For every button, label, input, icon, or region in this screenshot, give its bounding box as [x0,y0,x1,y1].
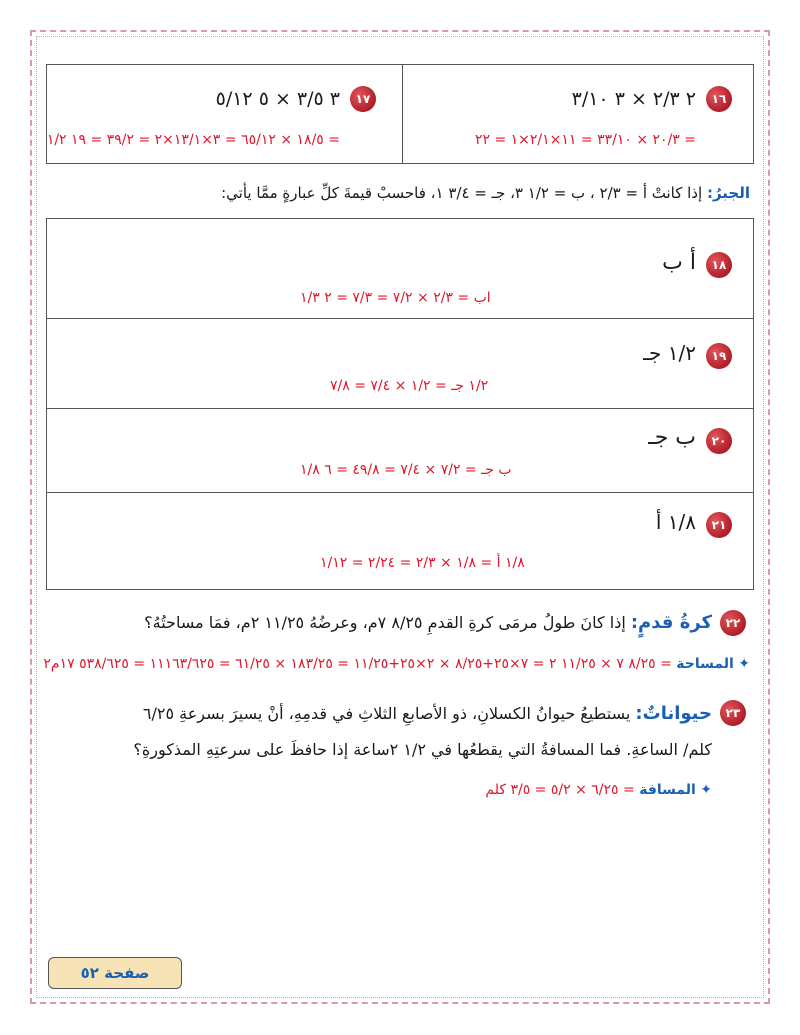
page-number-label: صفحة ٥٢ [80,964,150,982]
question-number-badge: ١٨ [706,252,732,278]
diamond-bullet-icon: ✦ [700,782,712,798]
question-expression: ب جـ [648,425,696,450]
exercise-table-top [46,64,754,164]
question-number-badge: ١٧ [350,86,376,112]
question-number-badge: ١٦ [706,86,732,112]
section-text: إذا كانتْ أ = ٢/٣ ، ب = ١/٢ ٣، جـ = ٣/٤ ١، فاحسبْ قيمةَ كلِّ عبارةٍ ممَّا يأتي: [221,184,703,202]
section-label: الجبرُ: [706,184,750,202]
row-separator [46,318,754,319]
question-text-line2: كلم/ الساعةِ. فما المسافةُ التي يقطعُها في ١/٢ ٢ساعة إذا حافظَ على سرعتِهِ المذكورةِ؟ [133,740,712,759]
question-expression: ١/٨ أ [655,510,696,534]
row-separator [46,408,754,409]
algebra-table [46,218,754,590]
row-separator [46,492,754,493]
question-number-badge: ١٩ [706,343,732,369]
question-expression: ١/٢ جـ [643,341,696,365]
answer-line: = ٢٠/٣ × ٣٣/١٠ = ١١×٢/١×١ = ٢٢ [474,132,696,148]
answer-line: ب جـ = ٧/٢ × ٧/٤ = ٤٩/٨ = ٦ ١/٨ [300,462,512,478]
algebra-intro [221,184,750,202]
section-label: كرةُ قدمٍ: [630,612,712,633]
question-expression: أ ب [662,250,696,275]
answer-value: = ٨/٢٥ ٧ × ١١/٢٥ ٢ = ٧×٢٥+٨/٢٥ × ٢×٢٥+١١/٢٥ = ١٨٣/٢٥ × ٦١/٢٥ = ١١١٦٣/٦٢٥ = ٥٣٨/٦٢٥ ١٧م٢ [43,656,672,672]
question-number-badge: ٢٠ [706,428,732,454]
question-number-badge: ٢٢ [720,610,746,636]
answer-value: = ٦/٢٥ × ٥/٢ = ٣/٥ كلم [485,782,635,798]
question-text [143,703,712,724]
question-body: إذا كانَ طولُ مرمَى كرةِ القدمِ ٨/٢٥ ٧م، وعرضُهُ ١١/٢٥ ٢م، فمَا مساحتُهُ؟ [144,613,626,632]
answer-label: المساحة [676,656,734,672]
answer-line: = ١٨/٥ × ٦٥/١٢ = ٣×١٣/١×٢ = ٣٩/٢ = ١٩ ١/٢ [46,132,340,148]
question-body: يستطيعُ حيوانُ الكسلانِ، ذو الأصابعِ الثلاثِ في قدمِهِ، أنْ يسيرَ بسرعةِ ٦/٢٥ [142,704,631,723]
answer-line [485,782,712,798]
page-number-tab [48,957,182,989]
answer-line: ١/٨ أ = ١/٨ × ٢/٣ = ٢/٢٤ = ١/١٢ [320,555,525,571]
question-text [144,612,712,633]
answer-line [43,656,750,672]
section-label: حيواناتٌ: [635,703,712,724]
question-expression: ٢ ٢/٣ × ٣ ٣/١٠ [571,88,696,110]
question-number-badge: ٢١ [706,512,732,538]
diamond-bullet-icon: ✦ [738,656,750,672]
answer-line: ١/٢ جـ = ١/٢ × ٧/٤ = ٧/٨ [330,378,489,394]
answer-label: المسافة [639,782,696,798]
table-divider [402,64,403,164]
answer-line: اب = ٢/٣ × ٧/٢ = ٧/٣ = ٢ ١/٣ [300,290,491,306]
question-number-badge: ٢٣ [720,700,746,726]
question-expression: ٣ ٣/٥ × ٥ ٥/١٢ [215,88,340,110]
